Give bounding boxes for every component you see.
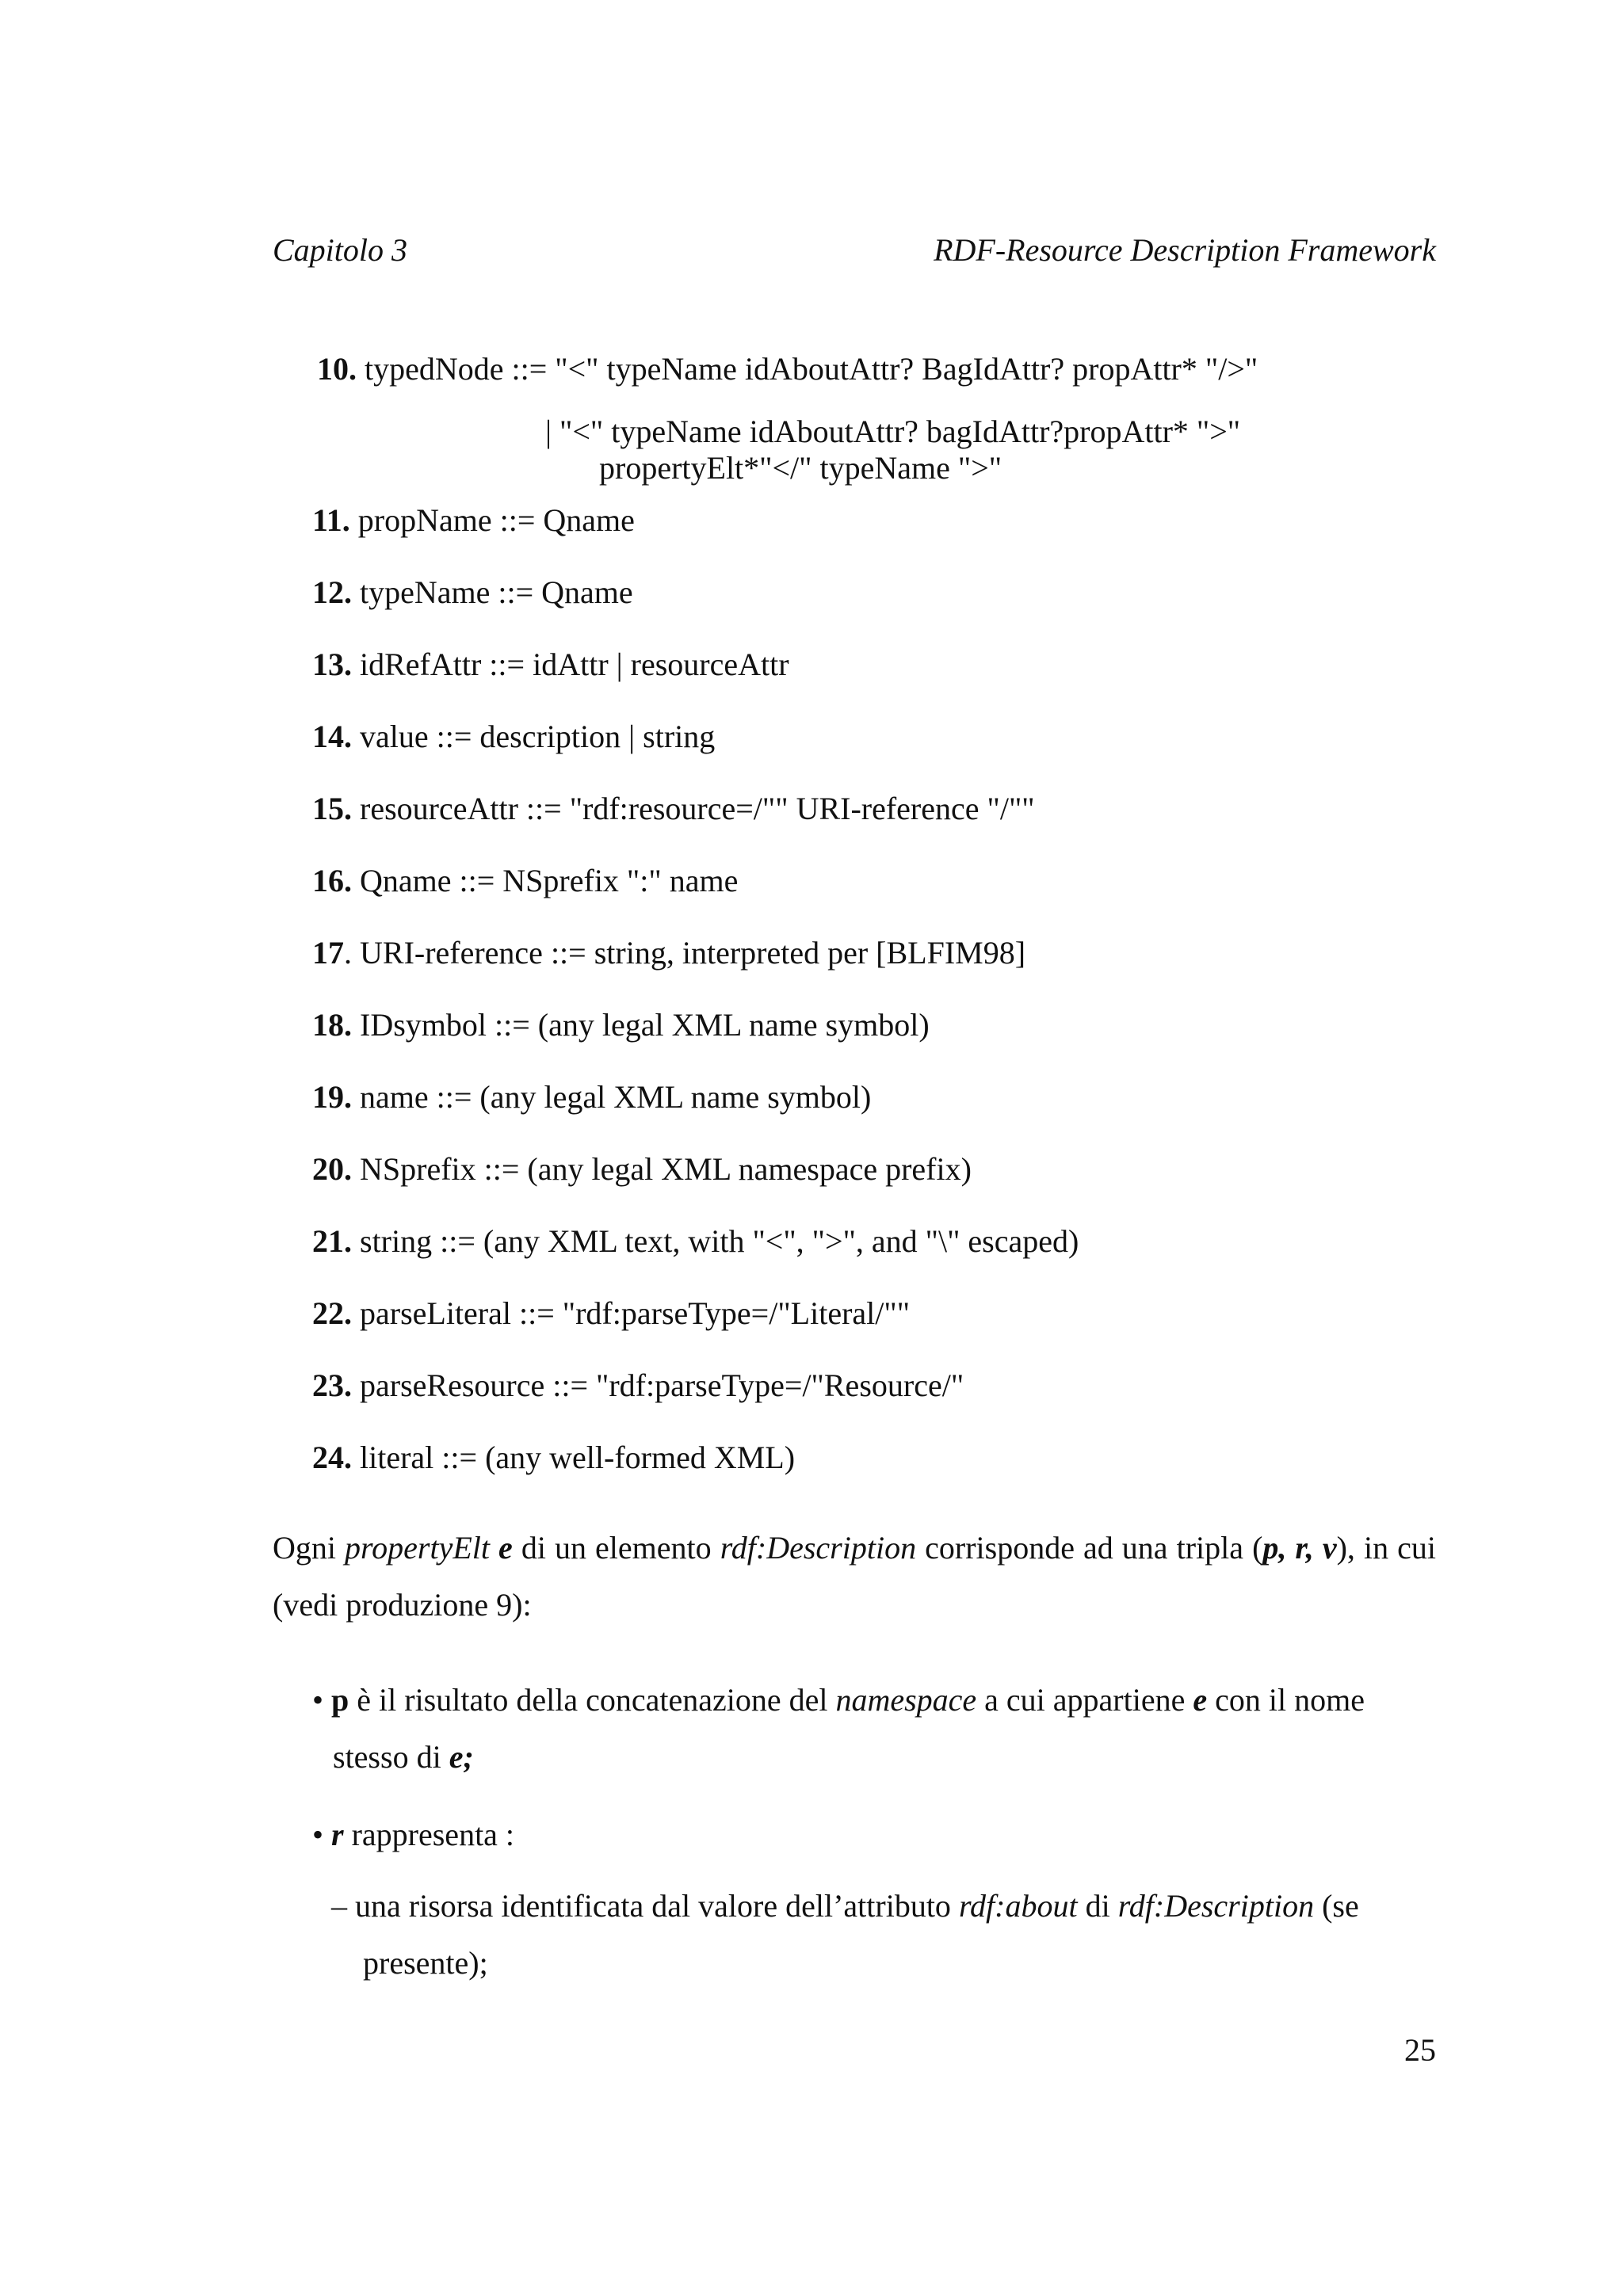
grammar-rule-14: 14. value ::= description | string [312, 719, 716, 754]
grammar-rule-15: 15. resourceAttr ::= "rdf:resource=/"" URI-reference "/"" [312, 791, 1035, 826]
grammar-rule-24: 24. literal ::= (any well-formed XML) [312, 1440, 796, 1475]
grammar-rule-23: 23. parseResource ::= "rdf:parseType=/"Resource/" [312, 1367, 964, 1403]
grammar-rule-16: 16. Qname ::= NSprefix ":" name [312, 863, 739, 898]
grammar-rule-10-continuation: | "<" typeName idAboutAttr? bagIdAttr?propAttr* ">" [545, 414, 1241, 449]
grammar-rule-17: 17. URI-reference ::= string, interpreted per [BLFIM98] [312, 935, 1026, 971]
grammar-rule-22: 22. parseLiteral ::= "rdf:parseType=/"Literal/"" [312, 1295, 911, 1331]
grammar-rule-18: 18. IDsymbol ::= (any legal XML name symbol) [312, 1007, 930, 1043]
grammar-rule-13: 13. idRefAttr ::= idAttr | resourceAttr [312, 646, 789, 682]
bullet-marker: • [312, 1682, 324, 1718]
bullet-marker: • [312, 1817, 324, 1852]
body-paragraph: Ogni propertyElt e di un elemento rdf:Description corrisponde ad una tripla (p, r, v), in cui (vedi produzione 9): [273, 1530, 1436, 1623]
grammar-rule-10: 10. typedNode ::= "<" typeName idAboutAttr? BagIdAttr? propAttr* "/>" [317, 351, 1258, 387]
grammar-rule-19: 19. name ::= (any legal XML name symbol) [312, 1079, 872, 1115]
bullet-item-p: • p è il risultato della concatenazione del namespace a cui appartiene e con il nome stesso di e; [312, 1682, 1365, 1775]
running-header-title: RDF-Resource Description Framework [934, 232, 1436, 268]
grammar-rule-20: 20. NSprefix ::= (any legal XML namespace prefix) [312, 1151, 972, 1187]
dash-marker: – [331, 1888, 347, 1924]
page-number: 25 [1404, 2032, 1436, 2068]
sub-item-resource: – una risorsa identificata dal valore dell’attributo rdf:about di rdf:Description (se presente); [331, 1888, 1359, 1981]
grammar-rule-10-continuation-2: propertyElt*"</" typeName ">" [599, 450, 1002, 486]
grammar-rule-21: 21. string ::= (any XML text, with "<", ">", and "\" escaped) [312, 1223, 1079, 1259]
bullet-item-r: • r rappresenta : [312, 1817, 515, 1852]
running-header-chapter: Capitolo 3 [273, 232, 408, 268]
grammar-rule-11: 11. propName ::= Qname [312, 502, 635, 538]
grammar-rule-12: 12. typeName ::= Qname [312, 574, 633, 610]
